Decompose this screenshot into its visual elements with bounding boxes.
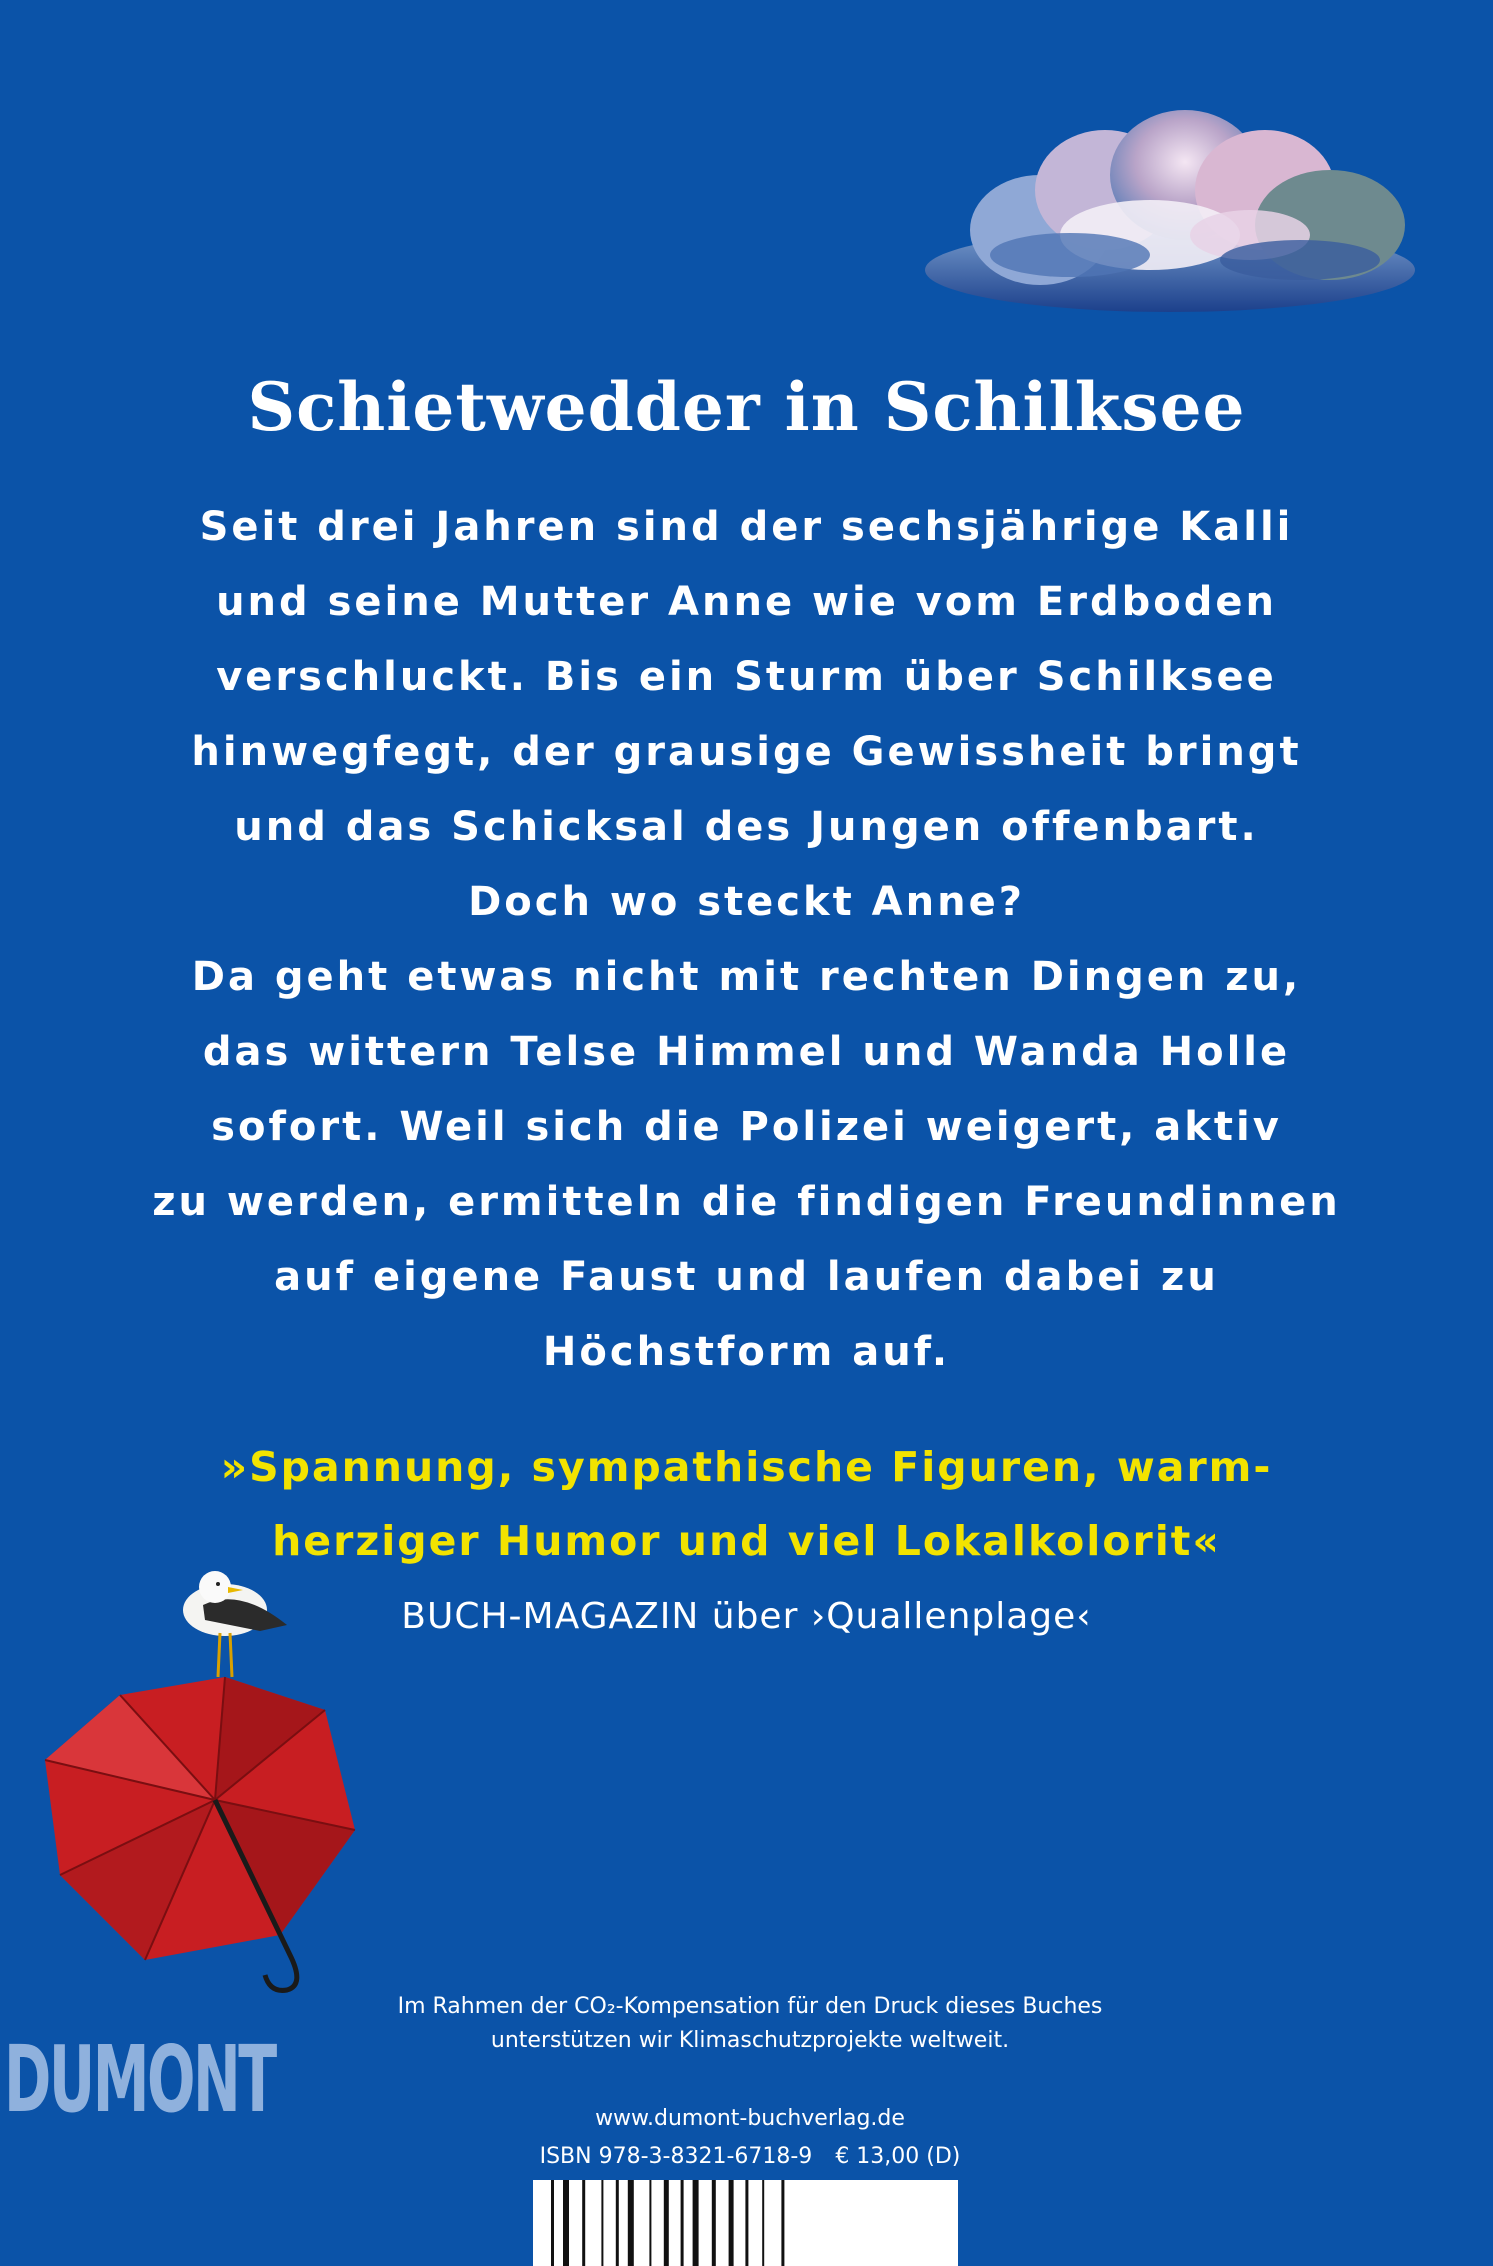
blurb-line: verschluckt. Bis ein Sturm über Schilksee	[216, 654, 1277, 700]
umbrella-illustration	[25, 1565, 375, 2005]
barcode	[533, 2180, 958, 2266]
isbn-price	[340, 2140, 1160, 2174]
cloud-illustration	[920, 95, 1420, 320]
blurb-line: Seit drei Jahren sind der sechsjährige Kalli	[199, 504, 1294, 550]
blurb-line: und seine Mutter Anne wie vom Erdboden	[216, 579, 1277, 625]
book-title: Schietwedder in Schilksee	[247, 368, 1246, 446]
quote-line: herziger Humor und viel Lokalkolorit«	[272, 1517, 1221, 1565]
seagull-illustration	[183, 1571, 287, 1677]
co2-note	[340, 1990, 1160, 2058]
website-link[interactable]: www.dumont-buchverlag.de	[595, 2106, 905, 2131]
co2-line: unterstützen wir Klimaschutzprojekte weltweit.	[490, 2028, 1010, 2053]
review-quote	[0, 1430, 1493, 1578]
blurb-line: hinwegfegt, der grausige Gewissheit bringt	[191, 729, 1302, 775]
quote-line: »Spannung, sympathische Figuren, warm-	[220, 1443, 1273, 1491]
quote-source: BUCH-MAGAZIN über ›Quallenplage‹	[401, 1596, 1092, 1637]
blurb-line: Höchstform auf.	[542, 1329, 951, 1375]
publisher-logo	[0, 2026, 370, 2133]
blurb-line: sofort. Weil sich die Polizei weigert, aktiv	[211, 1104, 1282, 1150]
blurb-line: Da geht etwas nicht mit rechten Dingen zu,	[191, 954, 1302, 1000]
blurb-line: Doch wo steckt Anne?	[468, 879, 1025, 925]
logo-text: DUMONT	[4, 2026, 275, 2133]
blurb-line: auf eigene Faust und laufen dabei zu	[274, 1254, 1219, 1300]
co2-line: Im Rahmen der CO₂-Kompensation für den Druck dieses Buches	[397, 1994, 1103, 2019]
blurb-text	[0, 490, 1493, 1390]
price: € 13,00 (D)	[835, 2144, 961, 2169]
blurb-line: das wittern Telse Himmel und Wanda Holle	[202, 1029, 1291, 1075]
blurb-line: und das Schicksal des Jungen offenbart.	[234, 804, 1259, 850]
isbn-number: ISBN 978-3-8321-6718-9	[539, 2144, 813, 2169]
blurb-line: zu werden, ermitteln die findigen Freundinnen	[152, 1179, 1341, 1225]
